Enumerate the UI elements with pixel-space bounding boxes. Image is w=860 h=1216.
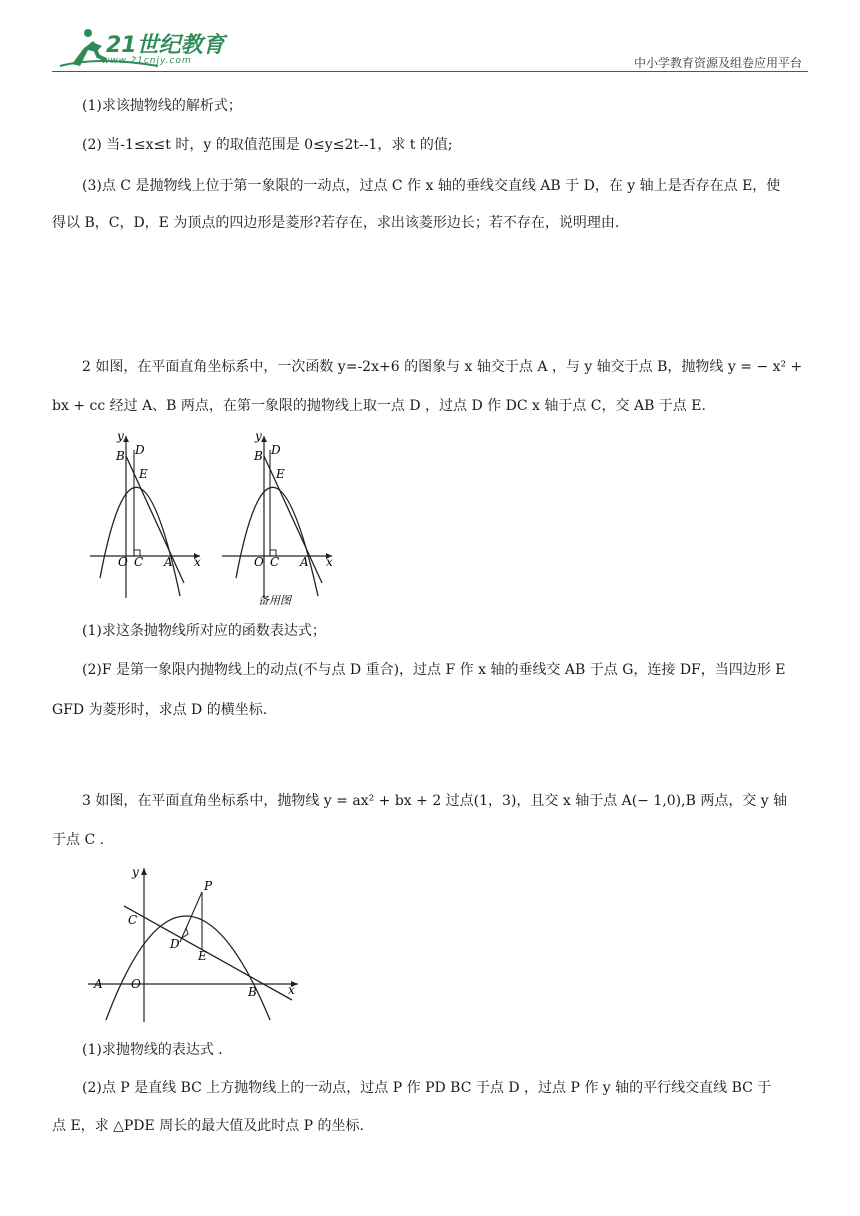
q2-fig2-point-b: B [254, 449, 263, 463]
q2-fig2-point-a: A [300, 555, 309, 569]
q2-sub1: (1)求这条抛物线所对应的函数表达式； [82, 623, 326, 639]
platform-title: 中小学教育资源及组卷应用平台 [633, 56, 802, 70]
q3-stem-line1: 3 如图，在平面直角坐标系中，抛物线 y = ax² + bx + 2 过点(1，3)，且交 x 轴于点 A(− 1,0),B 两点，交 y 轴 [82, 793, 788, 809]
q3-x-label: x [288, 983, 295, 997]
q3-figure [84, 862, 304, 1022]
q3-point-c: C [128, 913, 138, 927]
q3-point-a: A [94, 977, 103, 991]
q3-stem-line2: 于点 C . [52, 832, 105, 848]
q2-sub2-line2: GFD 为菱形时，求点 D 的横坐标. [52, 702, 268, 718]
q1-sub3-line1: (3)点 C 是抛物线上位于第一象限的一动点，过点 C 作 x 轴的垂线交直线 AB 于 D，在 y 轴上是否存在点 E，使 [82, 178, 781, 194]
q2-fig1-point-d: D [135, 443, 145, 457]
q2-fig1-x-label: x [194, 555, 201, 569]
page-header [52, 26, 808, 72]
q2-sub2-line1: (2)F 是第一象限内抛物线上的动点(不与点 D 重合)，过点 F 作 x 轴的垂线交 AB 于点 G，连接 DF，当四边形 E [82, 662, 786, 678]
q3-sub2-line2: 点 E，求 △PDE 周长的最大值及此时点 P 的坐标. [52, 1118, 364, 1134]
q2-fig2-x-label: x [326, 555, 333, 569]
logo-text: 21世纪教育 [106, 33, 225, 58]
q3-y-label: y [132, 865, 139, 879]
q2-stem-line1: 2 如图，在平面直角坐标系中，一次函数 y=-2x+6 的图象与 x 轴交于点 A ，与 y 轴交于点 B，抛物线 y = − x² + [82, 359, 803, 375]
q1-sub3-line2: 得以 B，C，D，E 为顶点的四边形是菱形?若存在，求出该菱形边长；若不存在，说明理由. [52, 215, 620, 231]
q3-point-p: P [204, 879, 213, 893]
q2-fig1-y-label: y [117, 429, 124, 443]
q2-fig2-y-label: y [255, 429, 262, 443]
q1-sub1: (1)求该抛物线的解析式； [82, 98, 242, 114]
q2-fig1-point-c: C [134, 555, 144, 569]
q2-fig2-point-d: D [271, 443, 281, 457]
q3-point-e: E [198, 949, 207, 963]
q2-fig1-point-a: A [164, 555, 173, 569]
logo-url: www.21cnjy.com [102, 56, 192, 66]
q2-figures [84, 428, 344, 610]
q2-figure-main [90, 429, 201, 598]
q2-fig1-point-b: B [116, 449, 125, 463]
q2-figure-spare [222, 429, 333, 598]
q2-fig2-point-e: E [276, 467, 285, 481]
q2-fig2-point-c: C [270, 555, 280, 569]
q2-fig-caption: 备用图 [258, 594, 291, 607]
q1-sub2: (2) 当-1≤x≤t 时，y 的取值范围是 0≤y≤2t--1，求 t 的值; [82, 137, 453, 153]
q2-stem-line2: bx + cc 经过 A、B 两点，在第一象限的抛物线上取一点 D ，过点 D 作 DC x 轴于点 C，交 AB 于点 E. [52, 398, 706, 414]
q2-fig2-origin: O [254, 555, 264, 569]
q2-fig1-origin: O [118, 555, 128, 569]
q3-sub2-line1: (2)点 P 是直线 BC 上方抛物线上的一动点，过点 P 作 PD BC 于点 D ，过点 P 作 y 轴的平行线交直线 BC 于 [82, 1080, 772, 1096]
q3-origin: O [131, 977, 141, 991]
q3-point-d: D [170, 937, 180, 951]
header-divider [52, 71, 808, 72]
q3-sub1: (1)求抛物线的表达式 . [82, 1042, 223, 1058]
q2-fig1-point-e: E [139, 467, 148, 481]
q3-point-b: B [248, 985, 257, 999]
